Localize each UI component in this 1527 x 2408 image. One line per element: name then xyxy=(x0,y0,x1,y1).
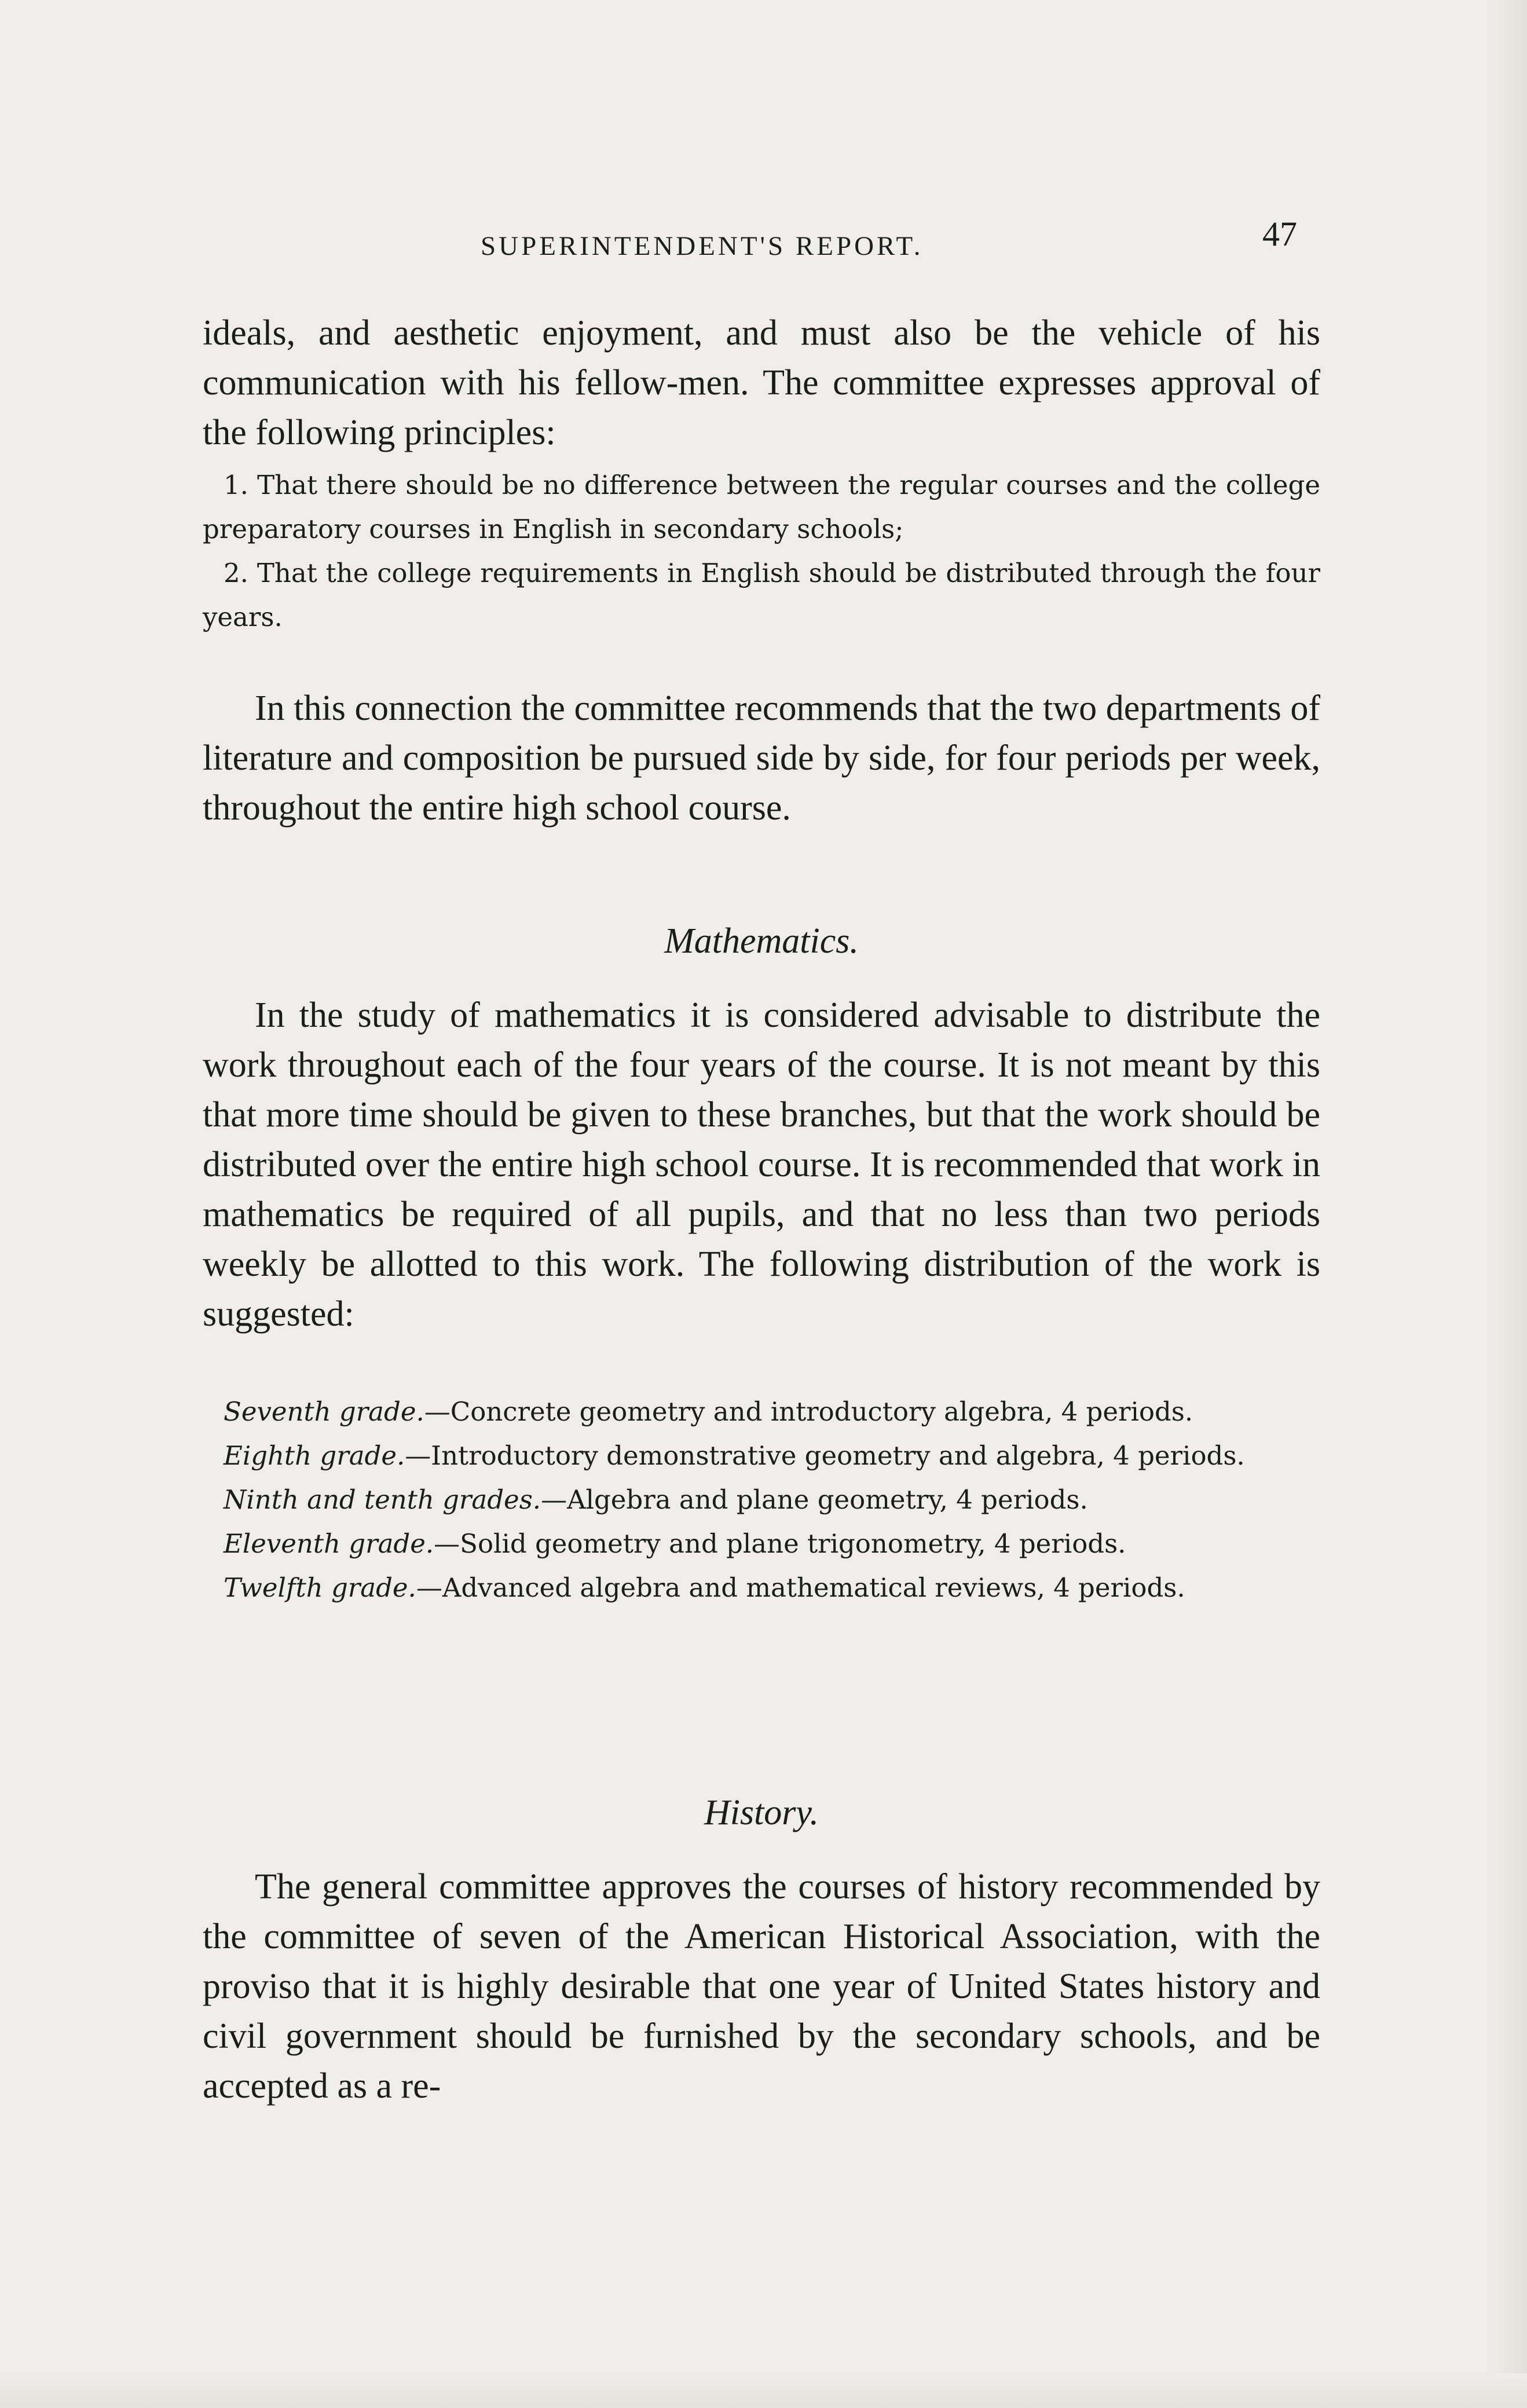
grade-lead: Ninth and tenth grades. xyxy=(224,1484,541,1515)
running-head: SUPERINTENDENT'S REPORT. xyxy=(481,231,924,261)
history-paragraph: The general committee approves the courses of history recommended by the committee of seven of the American Historical Association, with the proviso that it is highly desirable that one year of United States history and civil government should be furnished by the secondary schools, and be accepted as a re- xyxy=(203,1867,1320,2106)
grade-text: —Algebra and plane geometry, 4 periods. xyxy=(541,1484,1088,1515)
mathematics-paragraph: In the study of mathematics it is considered advisable to distribute the work throughout each of the four years of the course. It is not meant by this that more time should be given to these branches, but that the work should be distributed over the entire high school course. It is recommended that work in mathematics be required of all pupils, and that no less than two periods weekly be allotted to this work. The following distribution of the work is suggested: xyxy=(203,996,1320,1334)
grade-lead: Eleventh grade. xyxy=(224,1528,434,1559)
grade-text: —Advanced algebra and mathematical reviews, 4 periods. xyxy=(416,1572,1185,1603)
page-number: 47 xyxy=(1262,215,1297,253)
principle-item: 1. That there should be no difference between the regular courses and the college preparatory courses in English in secondary schools; xyxy=(203,470,1320,544)
principles-list xyxy=(203,463,1320,639)
grade-text: —Introductory demonstrative geometry and algebra, 4 periods. xyxy=(405,1440,1245,1471)
grade-list xyxy=(203,1390,1320,1610)
grade-lead: Eighth grade. xyxy=(224,1440,405,1471)
grade-lead: Seventh grade. xyxy=(224,1396,424,1427)
principle-item: 2. That the college requirements in English should be distributed through the four years. xyxy=(203,558,1320,632)
page-bottom-shadow xyxy=(0,2373,1527,2408)
history-heading: History. xyxy=(704,1793,819,1832)
opening-block xyxy=(203,308,1320,458)
grade-text: —Solid geometry and plane trigonometry, 4 periods. xyxy=(434,1528,1126,1559)
english-paragraph: In this connection the committee recommends that the two departments of literature and composition be pursued side by side, for four periods per week, throughout the entire high school course. xyxy=(203,689,1320,828)
grade-item xyxy=(203,1390,1320,1434)
grade-item xyxy=(203,1522,1320,1566)
history-block xyxy=(203,1862,1320,2111)
english-block xyxy=(203,683,1320,833)
history-section-heading-wrap xyxy=(203,1792,1320,1834)
grade-item xyxy=(203,1478,1320,1522)
grade-lead: Twelfth grade. xyxy=(224,1572,416,1603)
grade-item xyxy=(203,1566,1320,1610)
mathematics-section-heading-wrap xyxy=(203,921,1320,962)
page-edge-shadow xyxy=(1486,0,1527,2408)
mathematics-block xyxy=(203,990,1320,1339)
grade-item xyxy=(203,1434,1320,1478)
continuation-paragraph: ideals, and aesthetic enjoyment, and must also be the vehicle of his communication with his fellow-men. The committee expresses approval of the following principles: xyxy=(203,313,1320,452)
mathematics-heading: Mathematics. xyxy=(664,921,859,961)
grade-text: —Concrete geometry and introductory algebra, 4 periods. xyxy=(424,1396,1193,1427)
